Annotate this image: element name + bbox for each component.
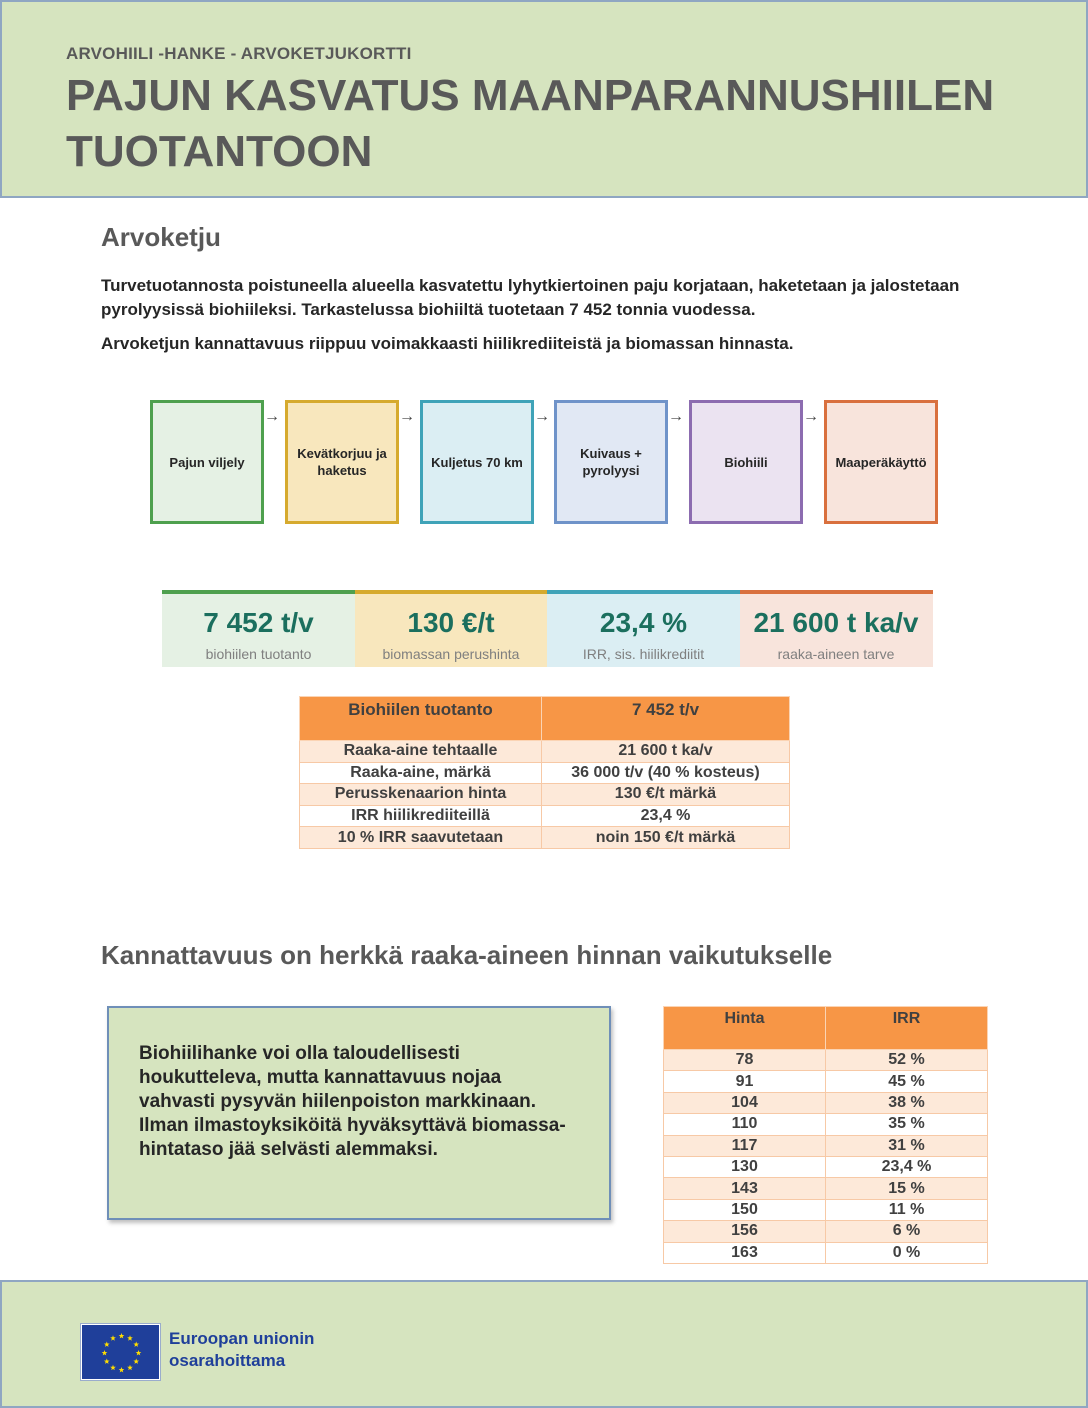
kpi-value: 130 €/t <box>407 607 495 638</box>
chain-step: Kuivaus + pyrolyysi <box>554 400 668 524</box>
table-row <box>664 1221 988 1242</box>
table-cell: 23,4 % <box>542 805 790 827</box>
eu-funding-label <box>169 1328 314 1372</box>
table-header-row <box>300 697 790 741</box>
table-row <box>664 1178 988 1199</box>
section-heading-sensitivity: Kannattavuus on herkkä raaka-aineen hinnan vaikutukselle <box>101 940 833 970</box>
table-row <box>664 1199 988 1220</box>
arrow-right-icon: → <box>399 408 415 425</box>
column-header: Hinta <box>664 1007 826 1050</box>
table-cell: 11 % <box>826 1199 988 1220</box>
table-row <box>300 741 790 763</box>
chain-step: Kevätkorjuu ja haketus <box>285 400 399 524</box>
eu-star-icon <box>136 1350 142 1355</box>
sensitivity-table <box>663 1006 988 1264</box>
arrow-right-icon: → <box>264 408 280 425</box>
table-cell: 36 000 t/v (40 % kosteus) <box>542 762 790 784</box>
table-row <box>664 1114 988 1135</box>
table-row <box>664 1071 988 1092</box>
eu-star-icon <box>104 1342 110 1347</box>
table-row <box>300 762 790 784</box>
table-cell: 163 <box>664 1242 826 1263</box>
column-header: Biohiilen tuotanto <box>300 697 542 741</box>
eu-star-icon <box>104 1359 110 1364</box>
table-row <box>300 784 790 806</box>
eu-star-icon <box>119 1333 125 1338</box>
table-cell: 38 % <box>826 1092 988 1113</box>
chain-step: Maaperäkäyttö <box>824 400 938 524</box>
eu-star-icon <box>119 1367 125 1372</box>
table-cell: 104 <box>664 1092 826 1113</box>
kpi-value: 23,4 % <box>599 607 688 638</box>
eu-star-icon <box>127 1365 133 1370</box>
table-cell: 15 % <box>826 1178 988 1199</box>
table-cell: 130 <box>664 1156 826 1177</box>
eyebrow-text: ARVOHIILI -HANKE - ARVOKETJUKORTTI <box>66 44 412 63</box>
eu-star-icon <box>102 1350 108 1355</box>
table-cell: 143 <box>664 1178 826 1199</box>
kpi-card <box>355 590 548 667</box>
table-row <box>664 1135 988 1156</box>
kpi-card <box>740 590 933 667</box>
chain-step: Pajun viljely <box>150 400 264 524</box>
chain-step: Kuljetus 70 km <box>420 400 534 524</box>
kpi-label: biohiilen tuotanto <box>205 646 312 662</box>
section-heading-value-chain: Arvoketju <box>101 222 221 252</box>
table-cell: 6 % <box>826 1221 988 1242</box>
eu-star-icon <box>133 1359 139 1364</box>
table-cell: 45 % <box>826 1071 988 1092</box>
table-cell: 117 <box>664 1135 826 1156</box>
arrow-right-icon: → <box>803 408 819 425</box>
table-cell: Perusskenaarion hinta <box>300 784 542 806</box>
table-cell: 110 <box>664 1114 826 1135</box>
table-cell: Raaka-aine tehtaalle <box>300 741 542 763</box>
table-header-row <box>664 1007 988 1050</box>
table-row <box>664 1242 988 1263</box>
column-header: 7 452 t/v <box>542 697 790 741</box>
table-cell: 0 % <box>826 1242 988 1263</box>
table-row <box>300 805 790 827</box>
table-cell: 78 <box>664 1050 826 1071</box>
kpi-label: raaka-aineen tarve <box>777 646 895 662</box>
kpi-strip <box>162 590 932 667</box>
table-cell: 156 <box>664 1221 826 1242</box>
table-row <box>664 1156 988 1177</box>
table-cell: 10 % IRR saavutetaan <box>300 827 542 849</box>
callout-box: Biohiilihanke voi olla taloudellisesti houkutteleva, mutta kannattavuus nojaa vahvasti pysyvän hiilenpoiston markkinaan. Ilman ilmastoyksiköitä hyväksyttävä biomassa-hintataso jää selvästi alemmaksi. <box>107 1006 611 1220</box>
kpi-card <box>162 590 355 667</box>
table-row <box>300 827 790 849</box>
intro-text <box>101 274 1001 356</box>
table-cell: 21 600 t ka/v <box>542 741 790 763</box>
header-banner <box>0 0 1088 198</box>
eu-funding-line: osarahoittama <box>169 1351 286 1370</box>
kpi-value: 21 600 t ka/v <box>753 607 919 638</box>
footer-banner <box>0 1280 1088 1408</box>
table-cell: 150 <box>664 1199 826 1220</box>
table-cell: noin 150 €/t märkä <box>542 827 790 849</box>
intro-paragraph: Turvetuotannosta poistuneella alueella kasvatettu lyhytkiertoinen paju korjataan, haketetaan ja jalostetaan pyrolyysissä biohiileksi. Tarkastelussa biohiiltä tuotetaan 7 452 tonnia vuodessa. <box>101 276 960 319</box>
eu-star-icon <box>110 1365 116 1370</box>
table-row <box>664 1050 988 1071</box>
table-cell: 35 % <box>826 1114 988 1135</box>
kpi-label: IRR, sis. hiilikrediitit <box>582 646 705 662</box>
eu-star-icon <box>133 1342 139 1347</box>
eu-flag-icon <box>81 1324 160 1380</box>
table-cell: 91 <box>664 1071 826 1092</box>
arrow-right-icon: → <box>534 408 550 425</box>
intro-paragraph: Arvoketjun kannattavuus riippuu voimakkaasti hiilikrediiteistä ja biomassan hinnasta. <box>101 334 794 353</box>
arrow-right-icon: → <box>668 408 684 425</box>
table-cell: 31 % <box>826 1135 988 1156</box>
eu-funding-line: Euroopan unionin <box>169 1329 315 1348</box>
kpi-label: biomassan perushinta <box>382 646 520 662</box>
eu-star-icon <box>110 1335 116 1340</box>
column-header: IRR <box>826 1007 988 1050</box>
table-cell: Raaka-aine, märkä <box>300 762 542 784</box>
value-chain-diagram <box>150 400 940 526</box>
page-title: PAJUN KASVATUS MAANPARANNUSHIILEN TUOTANTOON <box>66 71 995 176</box>
table-cell: 130 €/t märkä <box>542 784 790 806</box>
chain-step: Biohiili <box>689 400 803 524</box>
table-cell: 52 % <box>826 1050 988 1071</box>
kpi-card <box>547 590 740 667</box>
eu-star-icon <box>127 1335 133 1340</box>
table-row <box>664 1092 988 1113</box>
kpi-value: 7 452 t/v <box>203 607 314 638</box>
table-cell: 23,4 % <box>826 1156 988 1177</box>
table-cell: IRR hiilikrediiteillä <box>300 805 542 827</box>
summary-table <box>299 696 790 849</box>
